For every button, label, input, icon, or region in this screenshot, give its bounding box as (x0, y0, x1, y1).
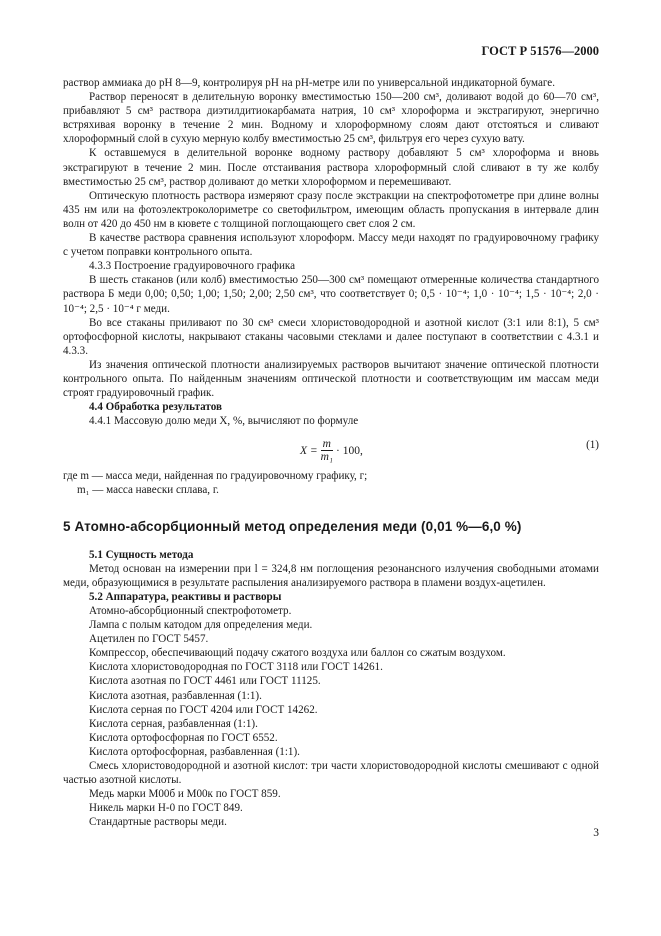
list-item: Кислота серная по ГОСТ 4204 или ГОСТ 14262. (89, 703, 318, 716)
list-item: Лампа с полым катодом для определения меди. (89, 619, 313, 632)
list-item: Атомно-абсорбционный спектрофотометр. (89, 605, 292, 617)
formula-denominator: m₁ (320, 451, 333, 464)
paragraph: К оставшемуся в делительной воронке водному раствору добавляют 5 см³ хлороформа и вновь экстрагируют в течение 2 мин. После отстаивания раствора хлороформный слой сливают в ту же колбу вместимостью 25 см³, раствор доливают до метки хлороформом и перемешивают. (63, 147, 599, 188)
section-heading: 5 Атомно-абсорбционный метод определения меди (0,01 %—6,0 %) (63, 518, 522, 534)
formula-number: (1) (586, 439, 599, 452)
paragraph: Во все стаканы приливают по 30 см³ смеси хлористоводородной и азотной кислот (3:1 или 8:1), 5 см³ ортофосфорной кислоты, накрывают стаканы часовыми стеклами и далее поступают в соответствии с 4.3.1 и 4.3.3. (63, 316, 599, 357)
list-item: Кислота серная, разбавленная (1:1). (89, 717, 258, 730)
page-number: 3 (593, 827, 599, 839)
formula-numerator: m (322, 438, 331, 451)
paragraph: В качестве раствора сравнения используют хлороформ. Массу меди находят по градуировочному графику с учетом поправки контрольного опыта. (63, 232, 599, 259)
document-header: ГОСТ Р 51576—2000 (481, 44, 599, 58)
formula-rhs: · 100, (335, 444, 363, 457)
list-item: Компрессор, обеспечивающий подачу сжатого воздуха или баллон со сжатым воздухом. (89, 647, 506, 660)
subsection-heading: 4.3.3 Построение градуировочного графика (89, 260, 296, 273)
list-item: Стандартные растворы меди. (89, 816, 227, 829)
paragraph: 4.4.1 Массовую долю меди X, %, вычисляют по формуле (89, 415, 359, 428)
subsection-heading: 4.4 Обработка результатов (89, 401, 222, 414)
paragraph: раствор аммиака до pH 8—9, контролируя pH на pH-метре или по универсальной индикаторной бумаге. (63, 77, 555, 89)
list-item: Кислота азотная, разбавленная (1:1). (89, 689, 262, 702)
list-item: Смесь хлористоводородной и азотной кислот: три части хлористоводородной кислоты смешивают с одной частью азотной кислоты. (63, 760, 599, 787)
list-item: Никель марки Н-0 по ГОСТ 849. (89, 802, 243, 815)
paragraph: Из значения оптической плотности анализируемых растворов вычитают значение оптической плотности контрольного опыта. По найденным значениям оптической плотности и соответствующим им массам меди строят градуировочный график. (63, 358, 599, 400)
where-line: m₁ — масса навески сплава, г. (77, 484, 219, 497)
subsection-heading: 5.2 Аппаратура, реактивы и растворы (89, 590, 282, 603)
list-item: Кислота хлористоводородная по ГОСТ 3118 или ГОСТ 14261. (89, 661, 383, 674)
formula (63, 432, 599, 466)
formula-fraction (321, 438, 333, 463)
list-item: Кислота азотная по ГОСТ 4461 или ГОСТ 11125. (89, 675, 321, 688)
paragraph: Раствор переносят в делительную воронку вместимостью 150—200 см³, доливают водой до 60—70 см³, прибавляют 5 см³ раствора диэтилдитиокарбамата натрия, 10 см³ хлороформа и экстрагируют, энергично встряхивая воронку в течение 2 мин. Водному и хлороформному слоям дают отстояться и сливают хлороформный слой в сухую мерную колбу вместимостью 25 см³, фильтруя его через сухую вату. (63, 91, 599, 146)
list-item: Ацетилен по ГОСТ 5457. (89, 633, 209, 646)
paragraph: Метод основан на измерении при l = 324,8 нм поглощения резонансного излучения свободными атомами меди, образующимися в результате распыления анализируемого раствора в пламени воздух-ацетилен. (63, 562, 599, 589)
paragraph: Оптическую плотность раствора измеряют сразу после экстракции на спектрофотометре при длине волны 435 нм или на фотоэлектроколориметре со светофильтром, имеющим область пропускания в интервале длин волн от 420 до 450 нм в кювете с толщиной поглощающего свет слоя 2 см. (63, 189, 599, 230)
paragraph: В шесть стаканов (или колб) вместимостью 250—300 см³ помещают отмеренные количества стандартного раствора Б меди 0,00; 0,50; 1,00; 1,50; 2,00; 2,50 см³, что соответствует 0; 0,5 · 10⁻⁴; 1,0 · 10⁻⁴; 1,5 · 10⁻⁴; 2,0 · 10⁻⁴; 2,5 · 10⁻⁴ г меди. (63, 274, 599, 315)
formula-lhs: X = (300, 444, 318, 457)
list-item: Кислота ортофосфорная по ГОСТ 6552. (89, 731, 278, 744)
page-content (63, 76, 599, 830)
where-line: где m — масса меди, найденная по градуировочному графику, г; (63, 470, 368, 483)
subsection-heading: 5.1 Сущность метода (89, 548, 194, 561)
list-item: Кислота ортофосфорная, разбавленная (1:1). (89, 745, 300, 758)
list-item: Медь марки М00б и М00к по ГОСТ 859. (89, 788, 281, 801)
